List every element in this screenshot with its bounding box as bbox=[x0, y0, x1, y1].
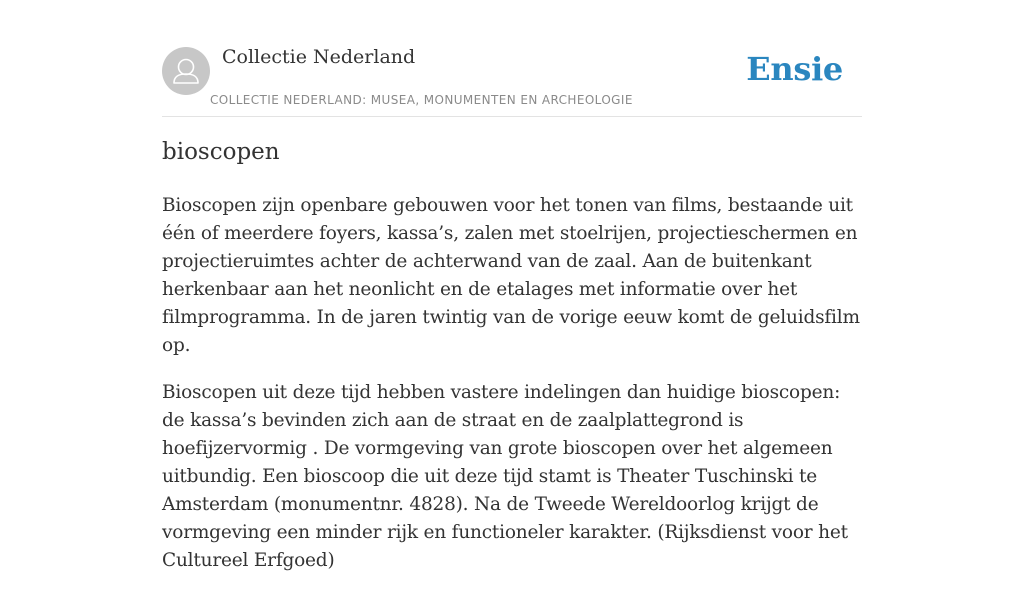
author-name[interactable]: Collectie Nederland bbox=[222, 46, 416, 68]
article-body bbox=[162, 192, 862, 594]
collection-subtitle[interactable]: COLLECTIE NEDERLAND: MUSEA, MONUMENTEN EN ARCHEOLOGIE bbox=[210, 93, 633, 107]
avatar[interactable] bbox=[162, 47, 210, 95]
ensie-logo[interactable]: Ensie bbox=[746, 50, 843, 88]
article-title: bioscopen bbox=[162, 139, 280, 165]
header bbox=[162, 0, 862, 117]
page bbox=[162, 0, 862, 571]
article-paragraph: Bioscopen uit deze tijd hebben vastere indelingen dan huidige bioscopen: de kassa’s bevinden zich aan de straat en de zaalplattegrond is hoefijzervormig . De vormgeving van grote bioscopen over het algemeen uitbundig. Een bioscoop die uit deze tijd stamt is Theater Tuschinski te Amsterdam (monumentnr. 4828). Na de Tweede Wereldoorlog krijgt de vormgeving een minder rijk en functioneler karakter. (Rijksdienst voor het Cultureel Erfgoed) bbox=[162, 382, 848, 571]
user-silhouette-icon bbox=[162, 47, 210, 95]
article-paragraph: Bioscopen zijn openbare gebouwen voor het tonen van films, bestaande uit één of meerdere foyers, kassa’s, zalen met stoelrijen, projectieschermen en projectieruimtes achter de achterwand van de zaal. Aan de buitenkant herkenbaar aan het neonlicht en de etalages met informatie over het filmprogramma. In de jaren twintig van de vorige eeuw komt de geluidsfilm op. bbox=[162, 195, 860, 356]
